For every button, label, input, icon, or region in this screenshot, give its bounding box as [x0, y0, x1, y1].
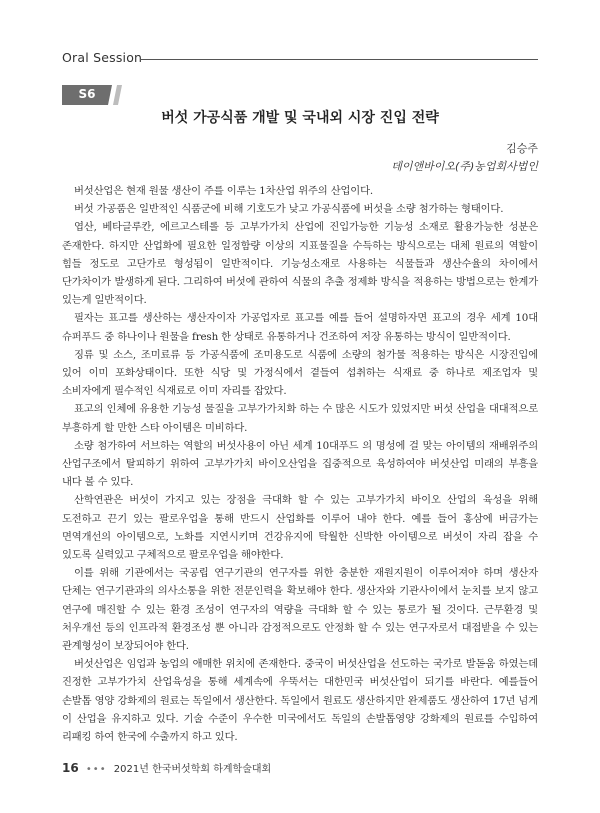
article-title: 버섯 가공식품 개발 및 국내외 시장 진입 전략: [161, 110, 439, 126]
paragraph: 표고의 인체에 유용한 기능성 물질을 고부가가치화 하는 수 많은 시도가 있었지만 버섯 산업을 대대적으로 부흥하게 할 만한 스타 아이템은 미비하다.: [62, 403, 538, 434]
author-affiliation: 데이앤바이오(주)농업회사법인: [391, 160, 538, 173]
paragraph: 이를 위해 기관에서는 국공립 연구기관의 연구자를 위한 충분한 재원지원이 이루어져야 하며 생산자 단체는 연구기관과의 의사소통을 위한 전문인력을 확보해야 한다. 생산자와 기관사이에서 눈치를 보지 않고 연구에 매진할 수 있는 환경 조성이 연구자의 역량을 극대화 할 수 있는 통로가 될 것이다. 근무환경 및 처우개선 등의 인프라적 환경조성 뿐 아니라 감정적으로도 안정화 할 수 있는 연구자로서 대접받을 수 있는 관계형성이 보장되어야 한다.: [62, 567, 538, 653]
footer-text: 2021년 한국버섯학회 하계학술대회: [113, 764, 272, 775]
footer-dots: •••: [85, 764, 107, 775]
paragraph: 산학연관은 버섯이 가지고 있는 장점을 극대화 할 수 있는 고부가가치 바이오 산업의 육성을 위해 도전하고 끈기 있는 팔로우업을 통해 반드시 산업화를 이루어 내야 한다. 예를 들어 홍삼에 버금가는 면역개선의 아이템으로, 노화를 지연시키며 건강유지에 탁월한 신박한 아이템으로 버섯이 자리 잡을 수 있도록 실력있고 구체적으로 팔로우업을 해야한다.: [62, 494, 538, 562]
paragraph: 소량 첨가하여 서브하는 역할의 버섯사용이 아닌 세계 10대푸드 의 명성에 걸 맞는 아이템의 재배위주의 산업구조에서 탈피하기 위하여 고부가가치 바이오산업을 집중적으로 육성하여야 버섯산업 미래의 부흥을 내다 볼 수 있다.: [62, 439, 538, 489]
paragraph: 징류 및 소스, 조미료류 등 가공식품에 조미용도로 식품에 소량의 첨가물 적용하는 방식은 시장진입에 있어 이미 포화상태이다. 또한 식당 및 가정식에서 곁들여 섭취하는 식재료 중 하나로 제조업자 및 소비자에게 필수적인 식재료로 이미 자리를 잡았다.: [62, 348, 538, 398]
paragraph: 버섯산업은 임업과 농업의 애매한 위치에 존재한다. 중국이 버섯산업을 선도하는 국가로 발돋움 하였는데 진정한 고부가가치 산업육성을 통해 세계속에 우뚝서는 대한민국 버섯산업이 되기를 바란다. 예를들어 손발톱 영양 강화제의 원료는 독일에서 생산한다. 독일에서 원료도 생산하지만 완제품도 생산하여 17년 넘게 이 산업을 유지하고 있다. 기술 수준이 우수한 미국에서도 독일의 손발톱영양 강화제의 원료를 수입하여 리패킹 하여 한국에 수출까지 하고 있다.: [62, 658, 538, 744]
page-footer: [62, 760, 271, 775]
paragraph: 엽산, 베타글루칸, 에르고스테롤 등 고부가가치 산업에 진입가능한 기능성 소재로 활용가능한 성분은 존재한다. 하지만 산업화에 필요한 일정함량 이상의 지표물질을 수득하는 방식으로는 대체 원료의 역할이 힘들 정도로 고단가로 형성됨이 일반적이다. 기능성소재로 사용하는 식물들과 생산수율의 차이에서 단가차이가 발생하게 된다. 그리하여 버섯에 관하여 식물의 추출 정제화 방식을 적용하는 방법으로는 한계가 있는게 일반적이다.: [62, 221, 538, 307]
paragraph: 버섯 가공품은 일반적인 식품군에 비해 기호도가 낮고 가공식품에 버섯을 소량 첨가하는 형태이다.: [74, 203, 504, 216]
session-header: [62, 50, 538, 70]
paragraph: 버섯산업은 현재 원물 생산이 주를 이루는 1차산업 위주의 산업이다.: [74, 185, 374, 197]
session-tag-label: S6: [78, 87, 96, 101]
paragraph: 필자는 표고를 생산하는 생산자이자 가공업자로 표고를 예를 들어 설명하자면 표고의 경우 세계 10대 슈퍼푸드 중 하나이나 원물을 fresh 한 상태로 유통하거나 건조하여 저장 유통하는 방식이 일반적이다.: [62, 312, 538, 343]
session-tag: [62, 85, 122, 105]
session-label: Oral Session: [62, 50, 143, 65]
page-number: 16: [62, 761, 79, 775]
header-rule: [140, 59, 538, 60]
author-name: 김승주: [506, 142, 538, 155]
article-body: [62, 182, 538, 746]
